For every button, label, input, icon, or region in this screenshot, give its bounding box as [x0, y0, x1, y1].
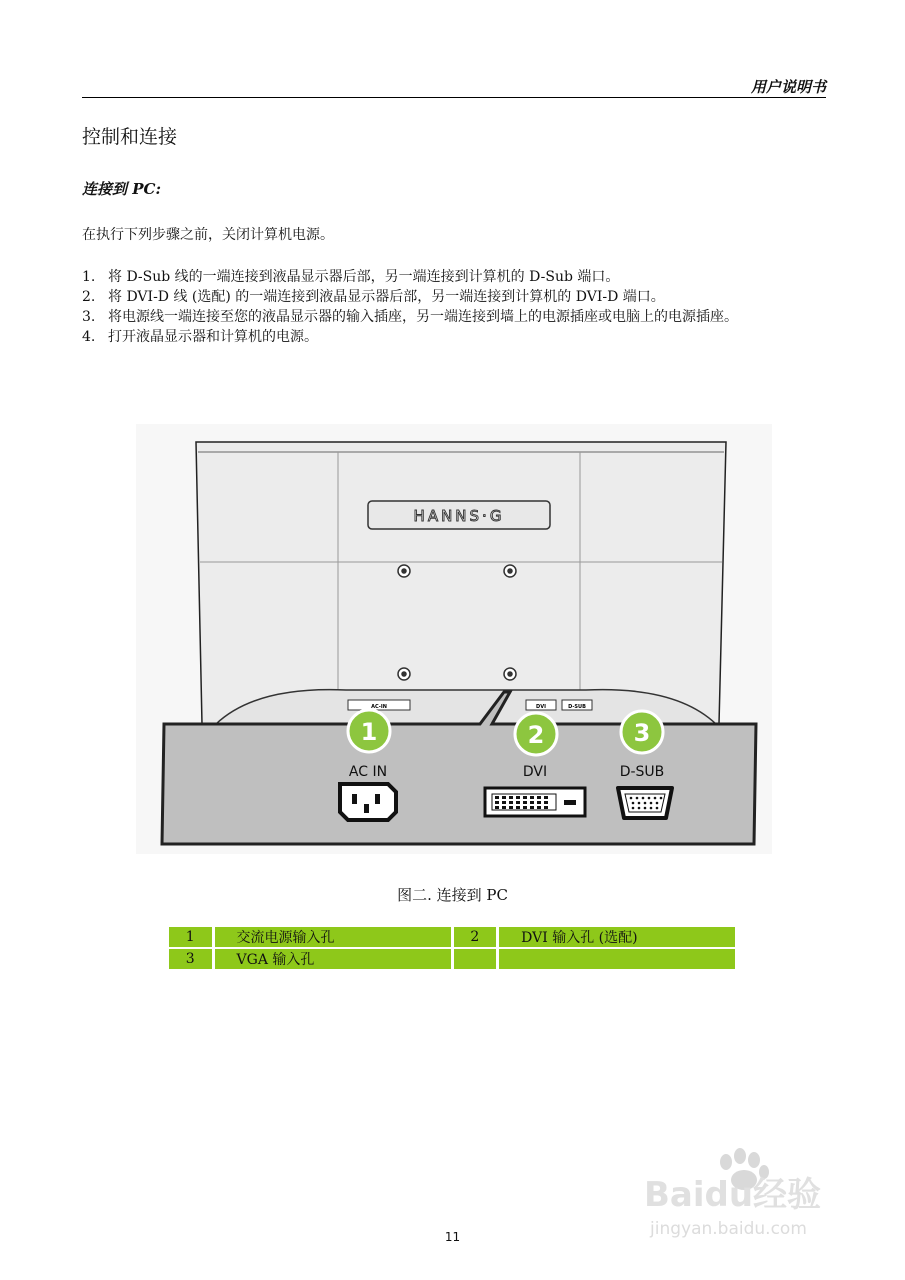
port-badge-1	[348, 710, 390, 752]
step-text: 将 DVI-D 线 (选配) 的一端连接到液晶显示器后部，另一端连接到计算机的 DVI-D 端口。	[108, 289, 665, 305]
watermark-brand: Baidu经验	[644, 1175, 822, 1215]
page-number: 11	[444, 1230, 461, 1244]
step-number: 2.	[82, 289, 96, 305]
badge-number: 1	[360, 718, 378, 746]
dsub-port-icon	[618, 788, 672, 818]
badge-number: 3	[633, 719, 651, 747]
port-label-dvi: DVI	[522, 764, 548, 780]
legend-description: 交流电源输入孔	[215, 927, 451, 947]
step-number: 3.	[82, 309, 96, 325]
watermark-url: jingyan.baidu.com	[650, 1219, 807, 1239]
monitor-body	[196, 442, 726, 724]
port-badge-2	[515, 713, 557, 755]
table-row	[169, 949, 735, 969]
step-text: 将 D-Sub 线的一端连接到液晶显示器后部，另一端连接到计算机的 D-Sub 端口。	[108, 269, 620, 285]
section-title: 控制和连接	[82, 126, 178, 148]
sub-title: 连接到 PC:	[82, 180, 161, 198]
step-text: 将电源线一端连接至您的液晶显示器的输入插座，另一端连接到墙上的电源插座或电脑上的电源插座。	[108, 309, 738, 325]
back-label-ac: AC-IN	[371, 704, 387, 710]
step-item	[82, 287, 832, 307]
step-item	[82, 267, 832, 287]
back-label-dvi: DVI	[536, 704, 546, 710]
figure-caption: 图二. 连接到 PC	[397, 886, 508, 904]
port-label-ac: AC IN	[348, 764, 388, 780]
back-label-dsub: D-SUB	[568, 704, 586, 710]
port-label-dsub: D-SUB	[619, 764, 665, 780]
legend-number: 3	[169, 949, 212, 969]
header-rule	[82, 97, 826, 98]
step-text: 打开液晶显示器和计算机的电源。	[108, 329, 318, 345]
step-number: 4.	[82, 329, 96, 345]
step-item	[82, 327, 832, 347]
header-title: 用户说明书	[750, 78, 826, 96]
step-number: 1.	[82, 269, 96, 285]
legend-description: DVI 输入孔 (选配)	[499, 927, 735, 947]
legend-description: VGA 输入孔	[215, 949, 451, 969]
ac-socket-icon	[340, 784, 396, 820]
monitor-back-figure	[136, 424, 772, 854]
port-legend-table	[166, 925, 738, 971]
port-badge-3	[621, 711, 663, 753]
steps-list	[82, 267, 832, 347]
baidu-watermark	[640, 1142, 860, 1242]
dvi-port-icon	[485, 788, 585, 816]
intro-text: 在执行下列步骤之前，关闭计算机电源。	[82, 227, 334, 243]
legend-number: 1	[169, 927, 212, 947]
legend-number	[454, 949, 497, 969]
table-row	[169, 927, 735, 947]
brand-logo: HANNS·G	[413, 507, 505, 525]
legend-number: 2	[454, 927, 497, 947]
step-item	[82, 307, 832, 327]
legend-description	[499, 949, 735, 969]
badge-number: 2	[527, 721, 545, 749]
